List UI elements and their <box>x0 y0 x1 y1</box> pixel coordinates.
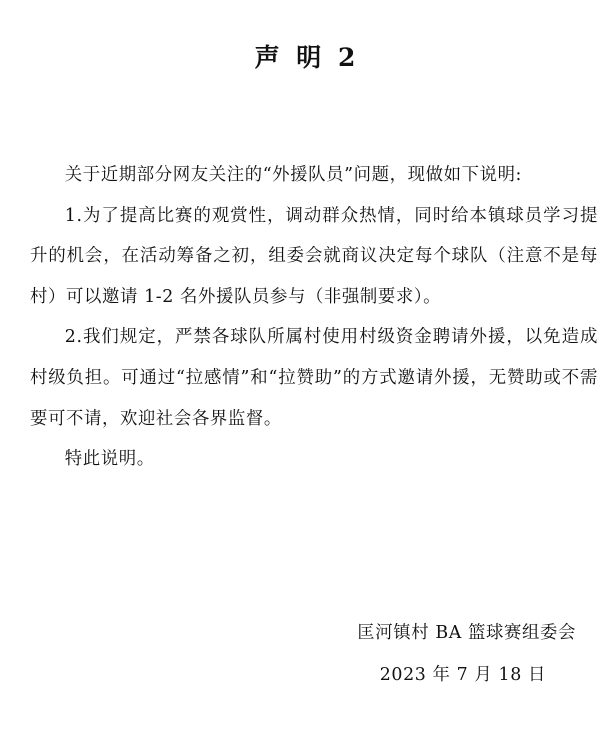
document-body <box>30 155 598 480</box>
intro-paragraph: 关于近期部分网友关注的“外援队员”问题，现做如下说明: <box>64 165 523 185</box>
point-1-paragraph: 1.为了提高比赛的观赏性，调动群众热情，同时给本镇球员学习提升的机会，在活动筹备之初，组委会就商议决定每个球队（注意不是每村）可以邀请 1-2 名外援队员参与（非强制要求）。 <box>30 205 598 307</box>
closing-paragraph: 特此说明。 <box>64 449 155 470</box>
signature-date: 2023 年 7 月 18 日 <box>379 665 546 685</box>
document-title: 声 明 2 <box>254 43 360 72</box>
signature-organization: 匡河镇村 BA 篮球赛组委会 <box>357 623 576 643</box>
point-2-paragraph: 2.我们规定，严禁各球队所属村使用村级资金聘请外援，以免造成村级负担。可通过“拉感情”和“拉赞助”的方式邀请外援，无赞助或不需要可不请，欢迎社会各界监督。 <box>30 327 598 429</box>
signature-block <box>357 612 576 696</box>
